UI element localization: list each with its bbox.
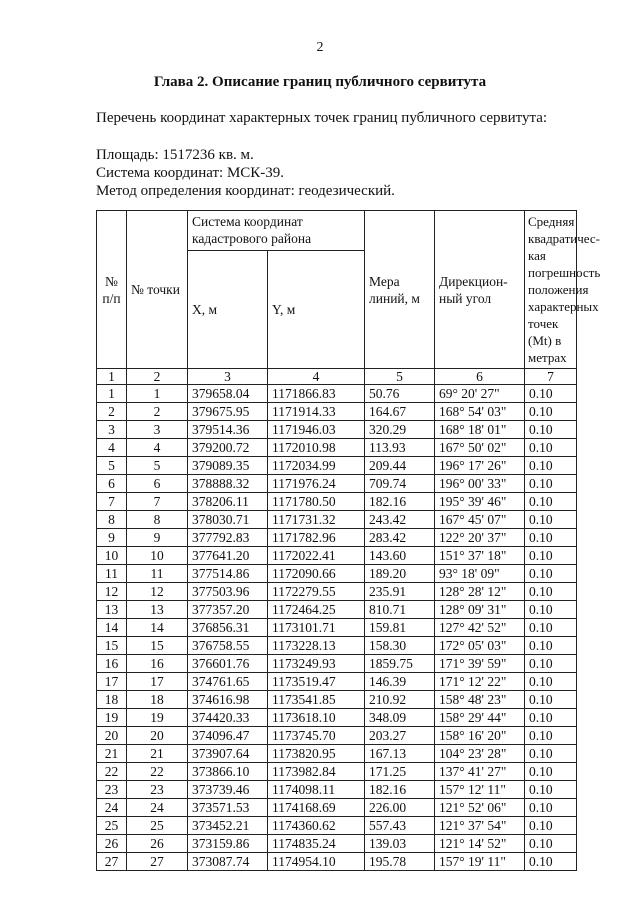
column-number: 1 — [97, 369, 127, 385]
y-cell: 1171780.50 — [268, 493, 365, 511]
angle-cell: 196° 17' 26" — [435, 457, 525, 475]
x-cell: 377357.20 — [188, 601, 268, 619]
table-row — [97, 529, 577, 547]
length-cell: 158.30 — [365, 637, 435, 655]
y-cell: 1171731.32 — [268, 511, 365, 529]
point-cell: 2 — [127, 403, 188, 421]
x-cell: 376856.31 — [188, 619, 268, 637]
error-cell: 0.10 — [525, 637, 577, 655]
x-cell: 377503.96 — [188, 583, 268, 601]
point-cell: 12 — [127, 583, 188, 601]
y-cell: 1171782.96 — [268, 529, 365, 547]
table-row — [97, 583, 577, 601]
angle-cell: 158° 16' 20" — [435, 727, 525, 745]
angle-cell: 122° 20' 37" — [435, 529, 525, 547]
error-cell: 0.10 — [525, 853, 577, 871]
angle-cell: 137° 41' 27" — [435, 763, 525, 781]
point-cell: 7 — [127, 493, 188, 511]
row-num-cell: 22 — [97, 763, 127, 781]
length-cell: 210.92 — [365, 691, 435, 709]
table-row — [97, 637, 577, 655]
x-cell: 374096.47 — [188, 727, 268, 745]
x-cell: 373866.10 — [188, 763, 268, 781]
header-x: X, м — [188, 250, 268, 368]
header-system: Система координат кадастрового района — [188, 211, 365, 251]
angle-cell: 158° 29' 44" — [435, 709, 525, 727]
x-cell: 373087.74 — [188, 853, 268, 871]
row-num-cell: 3 — [97, 421, 127, 439]
row-num-cell: 14 — [97, 619, 127, 637]
angle-cell: 121° 52' 06" — [435, 799, 525, 817]
angle-cell: 195° 39' 46" — [435, 493, 525, 511]
page-number: 2 — [316, 40, 324, 55]
header-error: Средняя квадратичес-кая погрешность положения характерных точек (Mt) в метрах — [525, 211, 577, 369]
row-num-cell: 13 — [97, 601, 127, 619]
table-row — [97, 655, 577, 673]
angle-cell: 196° 00' 33" — [435, 475, 525, 493]
point-cell: 17 — [127, 673, 188, 691]
y-cell: 1174835.24 — [268, 835, 365, 853]
x-cell: 373159.86 — [188, 835, 268, 853]
error-cell: 0.10 — [525, 511, 577, 529]
row-num-cell: 19 — [97, 709, 127, 727]
x-cell: 379200.72 — [188, 439, 268, 457]
angle-cell: 128° 28' 12" — [435, 583, 525, 601]
length-cell: 1859.75 — [365, 655, 435, 673]
row-num-cell: 26 — [97, 835, 127, 853]
coord-system-text: Система координат: МСК-39. — [96, 165, 285, 181]
point-cell: 22 — [127, 763, 188, 781]
angle-cell: 121° 14' 52" — [435, 835, 525, 853]
angle-cell: 171° 39' 59" — [435, 655, 525, 673]
y-cell: 1172034.99 — [268, 457, 365, 475]
y-cell: 1171914.33 — [268, 403, 365, 421]
x-cell: 374761.65 — [188, 673, 268, 691]
column-number: 2 — [127, 369, 188, 385]
x-cell: 379658.04 — [188, 385, 268, 403]
x-cell: 376601.76 — [188, 655, 268, 673]
angle-cell: 93° 18' 09" — [435, 565, 525, 583]
length-cell: 171.25 — [365, 763, 435, 781]
length-cell: 348.09 — [365, 709, 435, 727]
header-point: № точки — [127, 211, 188, 369]
table-row — [97, 781, 577, 799]
table-row — [97, 601, 577, 619]
table-row — [97, 493, 577, 511]
error-cell: 0.10 — [525, 403, 577, 421]
length-cell: 557.43 — [365, 817, 435, 835]
error-cell: 0.10 — [525, 745, 577, 763]
error-cell: 0.10 — [525, 655, 577, 673]
y-cell: 1174360.62 — [268, 817, 365, 835]
table-row — [97, 385, 577, 403]
point-cell: 10 — [127, 547, 188, 565]
error-cell: 0.10 — [525, 799, 577, 817]
table-row — [97, 853, 577, 871]
point-cell: 25 — [127, 817, 188, 835]
row-num-cell: 18 — [97, 691, 127, 709]
point-cell: 27 — [127, 853, 188, 871]
length-cell: 235.91 — [365, 583, 435, 601]
point-cell: 6 — [127, 475, 188, 493]
column-number: 3 — [188, 369, 268, 385]
error-cell: 0.10 — [525, 385, 577, 403]
y-cell: 1174954.10 — [268, 853, 365, 871]
column-number: 6 — [435, 369, 525, 385]
length-cell: 182.16 — [365, 493, 435, 511]
row-num-cell: 15 — [97, 637, 127, 655]
table-row — [97, 565, 577, 583]
length-cell: 113.93 — [365, 439, 435, 457]
point-cell: 24 — [127, 799, 188, 817]
point-cell: 18 — [127, 691, 188, 709]
table-row — [97, 439, 577, 457]
y-cell: 1173618.10 — [268, 709, 365, 727]
angle-cell: 167° 50' 02" — [435, 439, 525, 457]
table-row — [97, 709, 577, 727]
length-cell: 146.39 — [365, 673, 435, 691]
row-num-cell: 17 — [97, 673, 127, 691]
row-num-cell: 4 — [97, 439, 127, 457]
x-cell: 374616.98 — [188, 691, 268, 709]
table-row — [97, 421, 577, 439]
x-cell: 378030.71 — [188, 511, 268, 529]
row-num-cell: 11 — [97, 565, 127, 583]
error-cell: 0.10 — [525, 691, 577, 709]
row-num-cell: 24 — [97, 799, 127, 817]
row-num-cell: 7 — [97, 493, 127, 511]
method-text: Метод определения координат: геодезический. — [96, 183, 395, 199]
intro-text: Перечень координат характерных точек границ публичного сервитута: — [96, 110, 548, 126]
error-cell: 0.10 — [525, 457, 577, 475]
angle-cell: 121° 37' 54" — [435, 817, 525, 835]
length-cell: 50.76 — [365, 385, 435, 403]
x-cell: 379089.35 — [188, 457, 268, 475]
angle-cell: 172° 05' 03" — [435, 637, 525, 655]
row-num-cell: 1 — [97, 385, 127, 403]
angle-cell: 69° 20' 27" — [435, 385, 525, 403]
row-num-cell: 21 — [97, 745, 127, 763]
x-cell: 373739.46 — [188, 781, 268, 799]
table-row — [97, 457, 577, 475]
row-num-cell: 10 — [97, 547, 127, 565]
y-cell: 1173541.85 — [268, 691, 365, 709]
angle-cell: 167° 45' 07" — [435, 511, 525, 529]
y-cell: 1172464.25 — [268, 601, 365, 619]
header-y: Y, м — [268, 250, 365, 368]
column-number: 4 — [268, 369, 365, 385]
angle-cell: 128° 09' 31" — [435, 601, 525, 619]
row-num-cell: 12 — [97, 583, 127, 601]
length-cell: 164.67 — [365, 403, 435, 421]
length-cell: 283.42 — [365, 529, 435, 547]
header-angle: Дирекцион-ный угол — [435, 211, 525, 369]
table-row — [97, 745, 577, 763]
point-cell: 4 — [127, 439, 188, 457]
length-cell: 182.16 — [365, 781, 435, 799]
x-cell: 379675.95 — [188, 403, 268, 421]
point-cell: 5 — [127, 457, 188, 475]
y-cell: 1173745.70 — [268, 727, 365, 745]
y-cell: 1173519.47 — [268, 673, 365, 691]
table-row — [97, 475, 577, 493]
error-cell: 0.10 — [525, 583, 577, 601]
row-num-cell: 9 — [97, 529, 127, 547]
y-cell: 1173101.71 — [268, 619, 365, 637]
point-cell: 19 — [127, 709, 188, 727]
area-text: Площадь: 1517236 кв. м. — [96, 147, 254, 163]
table-row — [97, 691, 577, 709]
table-body — [97, 385, 577, 871]
column-number: 7 — [525, 369, 577, 385]
table-row — [97, 763, 577, 781]
error-cell: 0.10 — [525, 781, 577, 799]
length-cell: 195.78 — [365, 853, 435, 871]
x-cell: 373452.21 — [188, 817, 268, 835]
x-cell: 378206.11 — [188, 493, 268, 511]
x-cell: 374420.33 — [188, 709, 268, 727]
header-length: Мера линий, м — [365, 211, 435, 369]
length-cell: 810.71 — [365, 601, 435, 619]
length-cell: 320.29 — [365, 421, 435, 439]
error-cell: 0.10 — [525, 529, 577, 547]
point-cell: 15 — [127, 637, 188, 655]
y-cell: 1173249.93 — [268, 655, 365, 673]
error-cell: 0.10 — [525, 727, 577, 745]
table-row — [97, 619, 577, 637]
row-num-cell: 6 — [97, 475, 127, 493]
y-cell: 1174168.69 — [268, 799, 365, 817]
error-cell: 0.10 — [525, 439, 577, 457]
length-cell: 167.13 — [365, 745, 435, 763]
y-cell: 1173820.95 — [268, 745, 365, 763]
angle-cell: 127° 42' 52" — [435, 619, 525, 637]
table-row — [97, 511, 577, 529]
x-cell: 373907.64 — [188, 745, 268, 763]
error-cell: 0.10 — [525, 709, 577, 727]
table-row — [97, 673, 577, 691]
header-num: № п/п — [97, 211, 127, 369]
table-row — [97, 835, 577, 853]
x-cell: 377641.20 — [188, 547, 268, 565]
y-cell: 1171976.24 — [268, 475, 365, 493]
length-cell: 159.81 — [365, 619, 435, 637]
length-cell: 243.42 — [365, 511, 435, 529]
error-cell: 0.10 — [525, 565, 577, 583]
point-cell: 9 — [127, 529, 188, 547]
angle-cell: 151° 37' 18" — [435, 547, 525, 565]
error-cell: 0.10 — [525, 835, 577, 853]
point-cell: 1 — [127, 385, 188, 403]
row-num-cell: 20 — [97, 727, 127, 745]
angle-cell: 104° 23' 28" — [435, 745, 525, 763]
table-row — [97, 403, 577, 421]
x-cell: 378888.32 — [188, 475, 268, 493]
angle-cell: 168° 18' 01" — [435, 421, 525, 439]
y-cell: 1171946.03 — [268, 421, 365, 439]
error-cell: 0.10 — [525, 673, 577, 691]
x-cell: 379514.36 — [188, 421, 268, 439]
table-row — [97, 547, 577, 565]
y-cell: 1174098.11 — [268, 781, 365, 799]
y-cell: 1171866.83 — [268, 385, 365, 403]
row-num-cell: 8 — [97, 511, 127, 529]
x-cell: 377792.83 — [188, 529, 268, 547]
point-cell: 23 — [127, 781, 188, 799]
length-cell: 709.74 — [365, 475, 435, 493]
length-cell: 189.20 — [365, 565, 435, 583]
coordinates-table — [96, 210, 601, 871]
y-cell: 1173228.13 — [268, 637, 365, 655]
error-cell: 0.10 — [525, 601, 577, 619]
point-cell: 14 — [127, 619, 188, 637]
angle-cell: 168° 54' 03" — [435, 403, 525, 421]
x-cell: 376758.55 — [188, 637, 268, 655]
error-cell: 0.10 — [525, 817, 577, 835]
chapter-title: Глава 2. Описание границ публичного сервитута — [153, 74, 487, 90]
row-num-cell: 5 — [97, 457, 127, 475]
length-cell: 209.44 — [365, 457, 435, 475]
error-cell: 0.10 — [525, 421, 577, 439]
table-row — [97, 799, 577, 817]
angle-cell: 171° 12' 22" — [435, 673, 525, 691]
point-cell: 20 — [127, 727, 188, 745]
document-metadata — [96, 146, 395, 200]
angle-cell: 158° 48' 23" — [435, 691, 525, 709]
length-cell: 226.00 — [365, 799, 435, 817]
point-cell: 26 — [127, 835, 188, 853]
row-num-cell: 23 — [97, 781, 127, 799]
angle-cell: 157° 19' 11" — [435, 853, 525, 871]
error-cell: 0.10 — [525, 619, 577, 637]
point-cell: 8 — [127, 511, 188, 529]
x-cell: 377514.86 — [188, 565, 268, 583]
point-cell: 13 — [127, 601, 188, 619]
angle-cell: 157° 12' 11" — [435, 781, 525, 799]
column-number: 5 — [365, 369, 435, 385]
error-cell: 0.10 — [525, 493, 577, 511]
y-cell: 1173982.84 — [268, 763, 365, 781]
row-num-cell: 2 — [97, 403, 127, 421]
error-cell: 0.10 — [525, 547, 577, 565]
x-cell: 373571.53 — [188, 799, 268, 817]
point-cell: 11 — [127, 565, 188, 583]
column-number-row — [97, 369, 577, 385]
row-num-cell: 16 — [97, 655, 127, 673]
point-cell: 3 — [127, 421, 188, 439]
y-cell: 1172279.55 — [268, 583, 365, 601]
y-cell: 1172010.98 — [268, 439, 365, 457]
length-cell: 203.27 — [365, 727, 435, 745]
point-cell: 16 — [127, 655, 188, 673]
error-cell: 0.10 — [525, 763, 577, 781]
y-cell: 1172090.66 — [268, 565, 365, 583]
point-cell: 21 — [127, 745, 188, 763]
table-row — [97, 727, 577, 745]
row-num-cell: 27 — [97, 853, 127, 871]
length-cell: 139.03 — [365, 835, 435, 853]
row-num-cell: 25 — [97, 817, 127, 835]
length-cell: 143.60 — [365, 547, 435, 565]
table-row — [97, 817, 577, 835]
y-cell: 1172022.41 — [268, 547, 365, 565]
error-cell: 0.10 — [525, 475, 577, 493]
